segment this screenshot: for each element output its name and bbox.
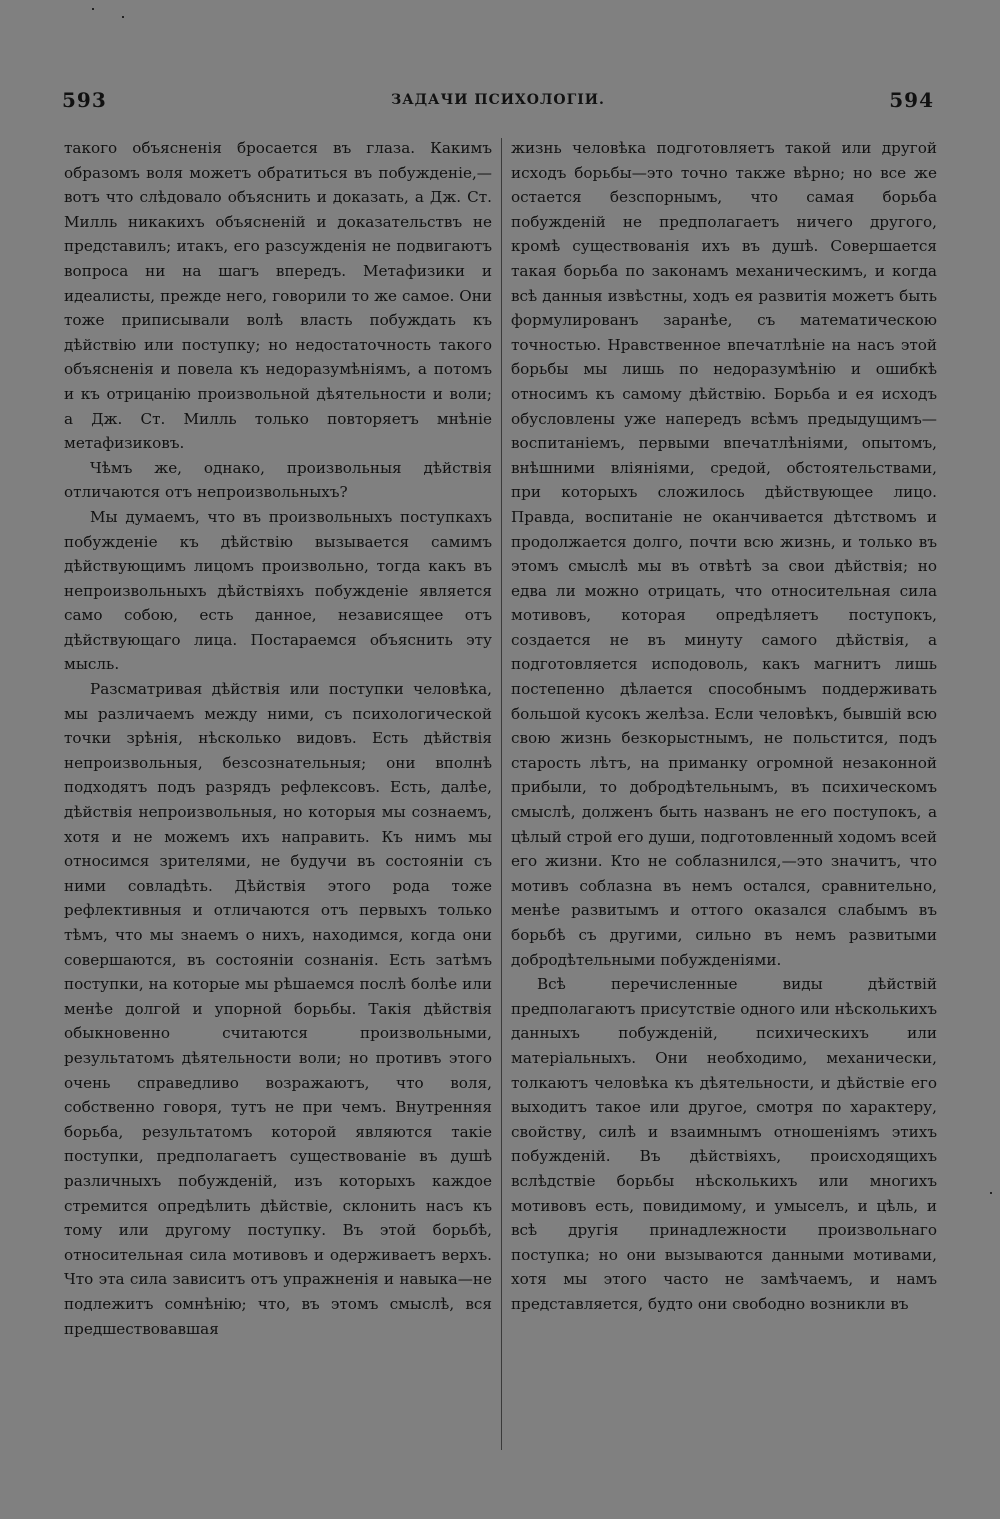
paragraph: Разсматривая дѣйствія или поступки человѣка, мы различаемъ между ними, съ психологической точки зрѣнія, нѣсколько видовъ. Есть дѣйствія непроизвольныя, безсознательныя; они вполнѣ подходятъ подъ разрядъ рефлексовъ. Есть, далѣе, дѣйствія непроизвольныя, но которыя мы сознаемъ, хотя и не можемъ ихъ направить. Къ нимъ мы относимся зрителями, не будучи въ состояніи съ ними совладѣть. Дѣйствія этого рода тоже рефлективныя и отличаются отъ первыхъ только тѣмъ, что мы знаемъ о нихъ, находимся, когда они совершаются, въ состояніи сознанія. Есть затѣмъ поступки, на которые мы рѣшаемся послѣ болѣе или менѣе долгой и упорной борьбы. Такія дѣйствія обыкновенно считаются произвольными, результатомъ дѣятельности воли; но противъ этого очень справедливо возражаютъ, что воля, собственно говоря, тутъ не при чемъ. Внутренняя борьба, результатомъ которой являются такіе поступки, предполагаетъ существованіе въ душѣ различныхъ побужденій, изъ которыхъ каждое стремится опредѣлить дѣйствіе, склонить насъ къ тому или другому поступку. Въ этой борьбѣ, относительная сила мотивовъ и одерживаетъ верхъ. Что эта сила зависитъ отъ упражненія и навыка—не подлежитъ сомнѣнію; что, въ этомъ смыслѣ, вся предшествовавшая (64, 680, 492, 1338)
right-column (511, 136, 937, 1456)
page-header (62, 88, 934, 116)
column-divider (501, 138, 502, 1450)
scan-speck (92, 8, 94, 10)
paragraph: Чѣмъ же, однако, произвольныя дѣйствія отличаются отъ непроизвольныхъ? (64, 458, 492, 502)
paragraph: Всѣ перечисленные виды дѣйствій предполагаютъ присутствіе одного или нѣсколькихъ данныхъ побужденій, психическихъ или матеріальныхъ. Они необходимо, механически, толкаютъ человѣка къ дѣятельности, и дѣйствіе его выходитъ такое или другое, смотря по характеру, свойству, силѣ и взаимнымъ отношеніямъ этихъ побужденій. Въ дѣйствіяхъ, происходящихъ вслѣдствіе борьбы нѣсколькихъ или многихъ мотивовъ есть, повидимому, и умыселъ, и цѣль, и всѣ другія принадлежности произвольнаго поступка; но они вызываются данными мотивами, хотя мы этого часто не замѣчаемъ, и намъ представляется, будто они свободно возникли въ (511, 975, 937, 1313)
left-page-number: 593 (62, 88, 107, 112)
left-column (64, 136, 492, 1456)
scan-speck (122, 16, 124, 18)
paragraph: Мы думаемъ, что въ произвольныхъ поступкахъ побужденіе къ дѣйствію вызывается самимъ дѣйствующимъ лицомъ произвольно, тогда какъ въ непроизвольныхъ дѣйствіяхъ побужденіе является само собою, есть данное, независящее отъ дѣйствующаго лица. Постараемся объяснить эту мысль. (64, 507, 492, 674)
running-title: ЗАДАЧИ ПСИХОЛОГІИ. (391, 92, 605, 108)
right-page-number: 594 (889, 88, 934, 112)
paragraph: жизнь человѣка подготовляетъ такой или другой исходъ борьбы—это точно также вѣрно; но все же остается безспорнымъ, что самая борьба побужденій не предполагаетъ ничего другого, кромѣ существованія ихъ въ душѣ. Совершается такая борьба по законамъ механическимъ, и когда всѣ данныя извѣстны, ходъ ея развитія можетъ быть формулированъ заранѣе, съ математическою точностью. Нравственное впечатлѣніе на насъ этой борьбы мы лишь по недоразумѣнію и ошибкѣ относимъ къ самому дѣйствію. Борьба и ея исходъ обусловлены уже напередъ всѣмъ предыдущимъ—воспитаніемъ, первыми впечатлѣніями, опытомъ, внѣшними вліяніями, средой, обстоятельствами, при которыхъ сложилось дѣйствующее лицо. Правда, воспитаніе не оканчивается дѣтствомъ и продолжается долго, почти всю жизнь, и только въ этомъ смыслѣ мы въ отвѣтѣ за свои дѣйствія; но едва ли можно отрицать, что относительная сила мотивовъ, которая опредѣляетъ поступокъ, создается не въ минуту самого дѣйствія, а подготовляется исподоволь, какъ магнитъ лишь постепенно дѣлается способнымъ поддерживать большой кусокъ желѣза. Если человѣкъ, бывшій всю свою жизнь безкорыстнымъ, не польстится, подъ старость лѣтъ, на приманку огромной незаконной прибыли, то добродѣтельнымъ, въ психическомъ смыслѣ, долженъ быть названъ не его поступокъ, а цѣлый строй его души, подготовленный ходомъ всей его жизни. Кто не соблазнился,—это значитъ, что мотивъ соблазна въ немъ остался, сравнительно, менѣе развитымъ и оттого оказался слабымъ въ борьбѣ съ другими, сильно въ немъ развитыми добродѣтельными побужденіями. (511, 139, 937, 969)
scan-speck (990, 1192, 992, 1194)
paragraph: такого объясненія бросается въ глаза. Какимъ образомъ воля можетъ обратиться въ побужденіе,—вотъ что слѣдовало объяснить и доказать, а Дж. Ст. Милль никакихъ объясненій и доказательствъ не представилъ; итакъ, его разсужденія не подвигаютъ вопроса ни на шагъ впередъ. Метафизики и идеалисты, прежде него, говорили то же самое. Они тоже приписывали волѣ власть побуждать къ дѣйствію или поступку; но недостаточность такого объясненія и повела къ недоразумѣніямъ, а потомъ и къ отрицанію произвольной дѣятельности и воли; а Дж. Ст. Милль только повторяетъ мнѣніе метафизиковъ. (64, 139, 492, 453)
